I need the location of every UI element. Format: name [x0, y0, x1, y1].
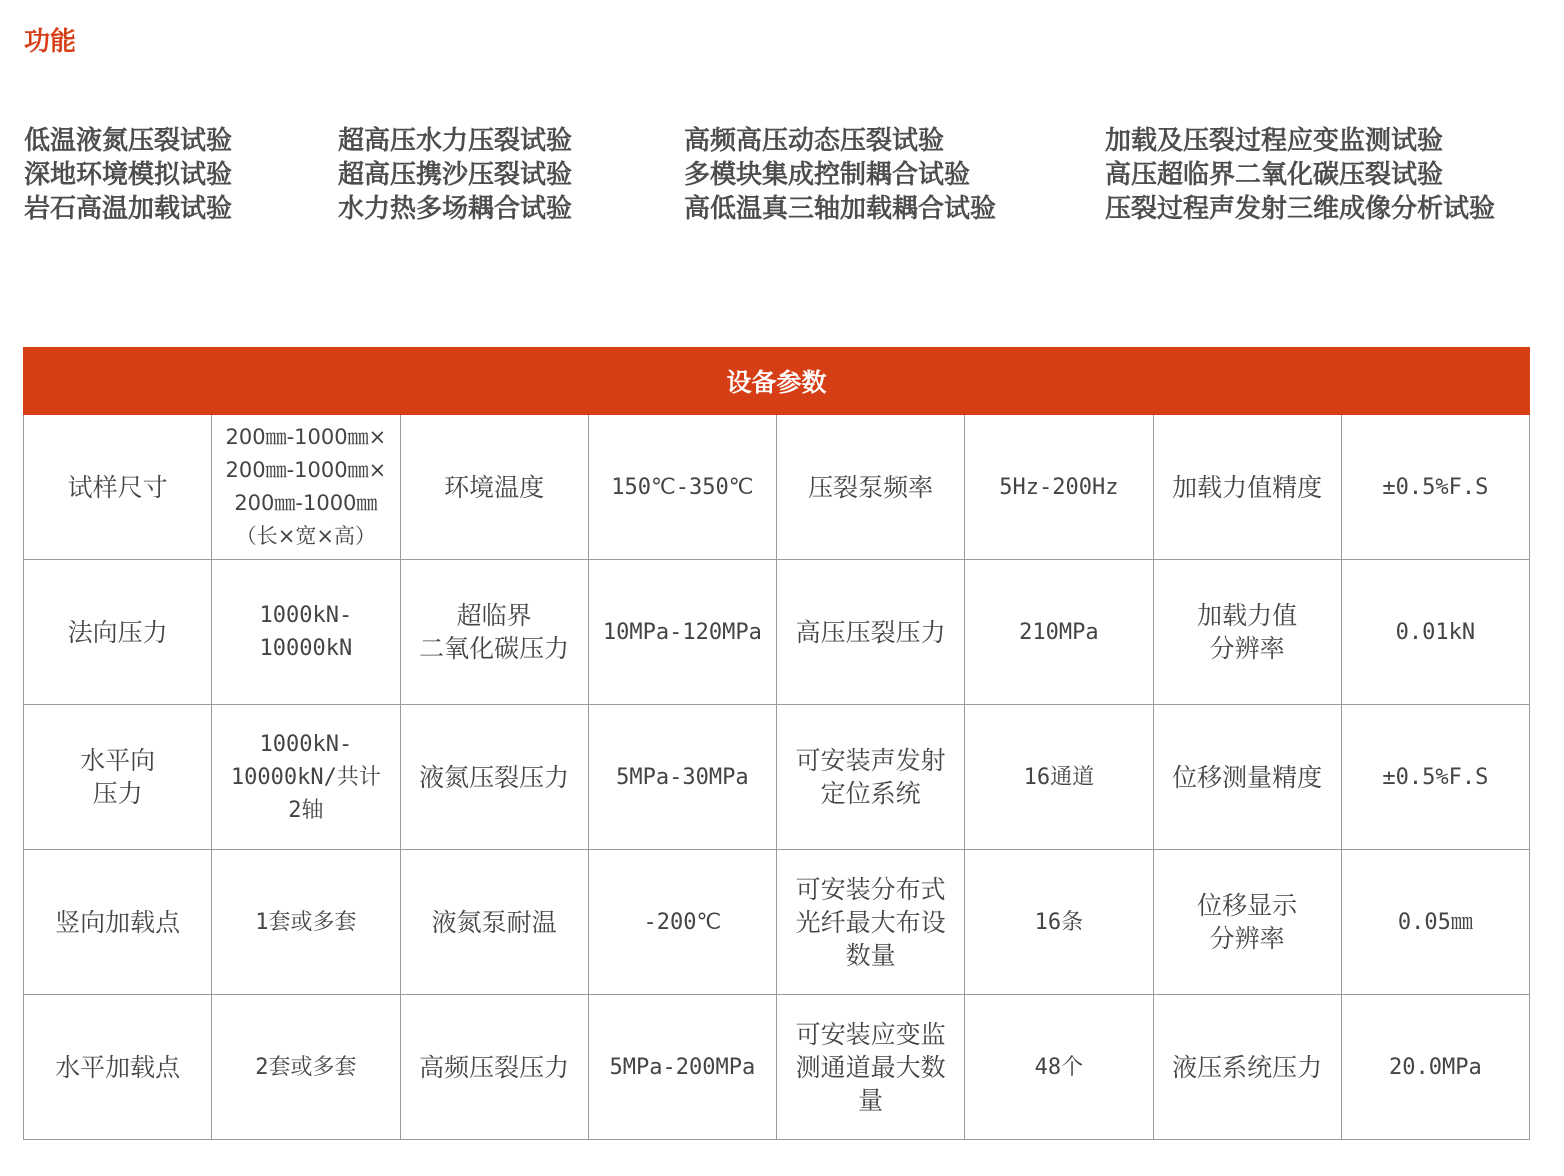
cell-text: 环境温度	[444, 472, 545, 502]
table-cell	[24, 705, 212, 850]
cell-text: 定位系统	[820, 779, 921, 808]
table-cell	[400, 560, 588, 705]
table-header-row	[24, 348, 1530, 415]
feature-column	[24, 124, 232, 226]
cell-text: 高压压裂压力	[795, 617, 946, 647]
table-cell	[777, 560, 965, 705]
cell-text: 光纤最大布设	[795, 907, 946, 937]
feature-item: 低温液氮压裂试验	[24, 126, 233, 156]
cell-text: 5MPa-200MPa	[609, 1054, 756, 1080]
feature-item: 多模块集成控制耦合试验	[684, 160, 971, 190]
table-cell	[212, 415, 400, 560]
cell-text: 10000kN/共计	[230, 764, 381, 790]
cell-text: 10000kN	[259, 636, 353, 661]
cell-text: 210MPa	[1019, 619, 1099, 645]
cell-text: 1套或多套	[255, 909, 357, 935]
cell-text: （长×宽×高）	[235, 524, 376, 548]
cell-text: 测通道最大数	[795, 1052, 946, 1082]
cell-text: 48个	[1034, 1054, 1084, 1080]
feature-column	[1105, 124, 1495, 226]
cell-text: 2套或多套	[255, 1054, 357, 1080]
cell-text: -200℃	[643, 909, 722, 935]
table-cell	[588, 850, 776, 995]
table-cell	[24, 850, 212, 995]
cell-text: 1000kN-	[259, 731, 353, 757]
feature-item: 压裂过程声发射三维成像分析试验	[1105, 194, 1496, 224]
table-cell	[400, 705, 588, 850]
feature-item: 岩石高温加载试验	[24, 194, 233, 224]
cell-text: 液氮压裂压力	[419, 762, 570, 792]
table-cell	[588, 560, 776, 705]
cell-text: 加载力值	[1197, 601, 1298, 630]
table-row	[24, 850, 1530, 995]
table-body	[24, 415, 1530, 1140]
cell-text: 压力	[92, 779, 143, 808]
feature-item: 水力热多场耦合试验	[338, 194, 573, 224]
table-cell	[777, 850, 965, 995]
table-cell	[777, 705, 965, 850]
cell-text: ±0.5%F.S	[1382, 474, 1489, 500]
cell-text: 水平加载点	[55, 1052, 181, 1082]
table-cell	[212, 705, 400, 850]
feature-column	[338, 124, 572, 226]
table-cell	[965, 850, 1153, 995]
table-cell	[1153, 415, 1341, 560]
cell-text: 200㎜-1000㎜×	[225, 425, 387, 449]
cell-text: 16条	[1034, 909, 1084, 935]
cell-text: 可安装应变监	[795, 1019, 946, 1049]
cell-text: 20.0MPa	[1389, 1054, 1482, 1080]
table-cell	[1153, 705, 1341, 850]
feature-column	[684, 124, 996, 226]
cell-text: 液压系统压力	[1172, 1052, 1323, 1082]
cell-text: 可安装声发射	[795, 746, 946, 775]
table-row	[24, 705, 1530, 850]
cell-text: 10MPa-120MPa	[602, 619, 762, 645]
table-cell	[588, 415, 776, 560]
cell-text: 液氮泵耐温	[431, 907, 557, 937]
table-cell	[965, 995, 1153, 1140]
feature-list	[24, 124, 1540, 234]
section-title: 功能	[24, 27, 77, 57]
table-cell	[400, 850, 588, 995]
table-cell	[1153, 850, 1341, 995]
table-cell	[1341, 415, 1529, 560]
table-row	[24, 415, 1530, 560]
feature-item: 高压超临界二氧化碳压裂试验	[1105, 160, 1444, 190]
cell-text: 量	[858, 1085, 884, 1115]
cell-text: 位移测量精度	[1172, 762, 1323, 792]
cell-text: 2轴	[288, 797, 324, 823]
table-cell	[400, 415, 588, 560]
table-cell	[965, 415, 1153, 560]
cell-text: 200㎜-1000㎜×	[225, 458, 387, 482]
cell-text: 1000kN-	[259, 603, 353, 628]
table-row	[24, 995, 1530, 1140]
table-cell	[24, 995, 212, 1140]
table-cell	[400, 995, 588, 1140]
cell-text: 试样尺寸	[67, 472, 168, 502]
table-cell	[588, 995, 776, 1140]
cell-text: 压裂泵频率	[808, 472, 934, 502]
table-cell	[212, 850, 400, 995]
cell-text: 16通道	[1023, 764, 1095, 790]
cell-text: 水平向	[80, 746, 156, 775]
table-cell	[588, 705, 776, 850]
cell-text: 5Hz-200Hz	[999, 474, 1119, 500]
table-cell	[1341, 850, 1529, 995]
cell-text: 可安装分布式	[795, 874, 946, 904]
cell-text: 数量	[845, 940, 896, 970]
feature-item: 加载及压裂过程应变监测试验	[1105, 126, 1444, 156]
cell-text: 竖向加载点	[55, 907, 181, 937]
cell-text: 法向压力	[67, 617, 168, 647]
cell-text: 二氧化碳压力	[419, 634, 570, 663]
table-cell	[1341, 705, 1529, 850]
feature-item: 深地环境模拟试验	[24, 160, 233, 190]
cell-text: 0.05㎜	[1397, 909, 1473, 935]
table-cell	[212, 560, 400, 705]
parameter-table	[23, 347, 1530, 1140]
table-cell	[777, 415, 965, 560]
cell-text: 150℃-350℃	[611, 474, 754, 500]
feature-item: 高低温真三轴加载耦合试验	[684, 194, 997, 224]
cell-text: 超临界	[456, 601, 532, 630]
cell-text: 分辨率	[1209, 634, 1285, 663]
table-cell	[1153, 995, 1341, 1140]
cell-text: ±0.5%F.S	[1382, 764, 1489, 790]
table-cell	[24, 560, 212, 705]
table-cell	[1341, 560, 1529, 705]
table-cell	[965, 705, 1153, 850]
table-cell	[212, 995, 400, 1140]
feature-item: 超高压水力压裂试验	[338, 126, 573, 156]
table-cell	[1341, 995, 1529, 1140]
cell-text: 位移显示	[1197, 891, 1298, 920]
table-cell	[1153, 560, 1341, 705]
table-cell	[965, 560, 1153, 705]
feature-item: 高频高压动态压裂试验	[684, 126, 945, 156]
table-cell	[24, 415, 212, 560]
cell-text: 分辨率	[1209, 924, 1285, 953]
table-header: 设备参数	[24, 348, 1530, 415]
table-row	[24, 560, 1530, 705]
cell-text: 200㎜-1000㎜	[234, 491, 378, 515]
cell-text: 高频压裂压力	[419, 1052, 570, 1082]
cell-text: 0.01kN	[1395, 619, 1476, 645]
feature-item: 超高压携沙压裂试验	[338, 160, 573, 190]
cell-text: 5MPa-30MPa	[616, 764, 749, 790]
cell-text: 加载力值精度	[1172, 472, 1323, 502]
table-cell	[777, 995, 965, 1140]
